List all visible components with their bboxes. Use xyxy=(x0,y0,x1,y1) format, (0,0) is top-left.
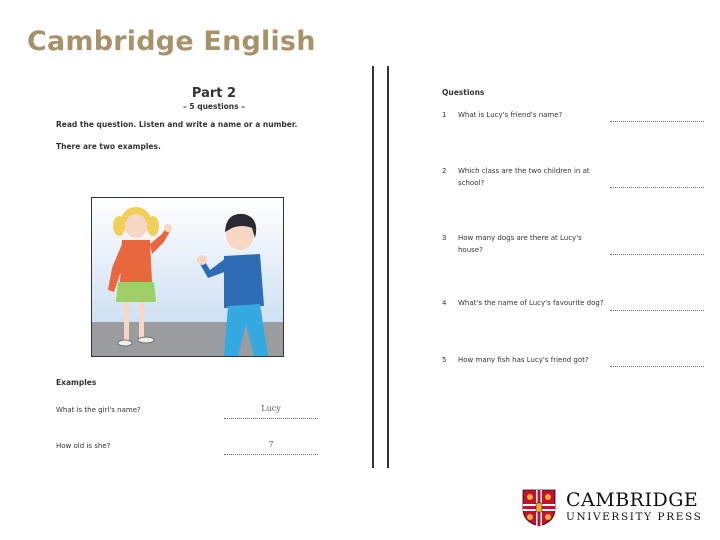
publisher-press: UNIVERSITY PRESS xyxy=(566,511,703,523)
question-number: 5 xyxy=(442,356,447,364)
example-answer-line-2 xyxy=(224,444,318,455)
example-answer-2: 7 xyxy=(268,440,274,449)
answer-line xyxy=(610,120,704,122)
divider-line-right xyxy=(387,66,389,468)
part-title: Part 2 xyxy=(191,86,237,101)
example-answer-1: Lucy xyxy=(261,404,281,413)
question-text: What is Lucy's friend's name? xyxy=(458,111,563,119)
question-text: What's the name of Lucy's favourite dog? xyxy=(458,299,604,307)
examples-note: There are two examples. xyxy=(56,142,161,151)
example-question-2: How old is she? xyxy=(56,442,111,450)
instruction-text: Read the question. Listen and write a name or a number. xyxy=(56,120,298,129)
cambridge-shield-icon xyxy=(522,489,556,531)
question-number: 1 xyxy=(442,111,447,119)
answer-line xyxy=(610,365,704,367)
question-number: 3 xyxy=(442,234,447,242)
brand-title: Cambridge English xyxy=(27,26,316,57)
question-number: 4 xyxy=(442,299,447,307)
question-text: How many fish has Lucy's friend got? xyxy=(458,356,589,364)
question-text: How many dogs are there at Lucy's house? xyxy=(458,234,582,254)
question-text: Which class are the two children in at school? xyxy=(458,167,590,187)
answer-line xyxy=(610,186,704,188)
examples-heading: Examples xyxy=(56,378,97,387)
example-answer-line-1 xyxy=(224,408,318,419)
question-number: 2 xyxy=(442,167,447,175)
answer-line xyxy=(610,309,704,311)
publisher-name: CAMBRIDGE xyxy=(566,489,699,511)
answer-line xyxy=(610,253,704,255)
divider-line-left xyxy=(372,66,374,468)
questions-heading: Questions xyxy=(442,88,485,97)
part-subtitle: – 5 questions – xyxy=(183,102,245,111)
example-question-1: What is the girl's name? xyxy=(56,406,141,414)
illustration-children xyxy=(91,197,284,357)
